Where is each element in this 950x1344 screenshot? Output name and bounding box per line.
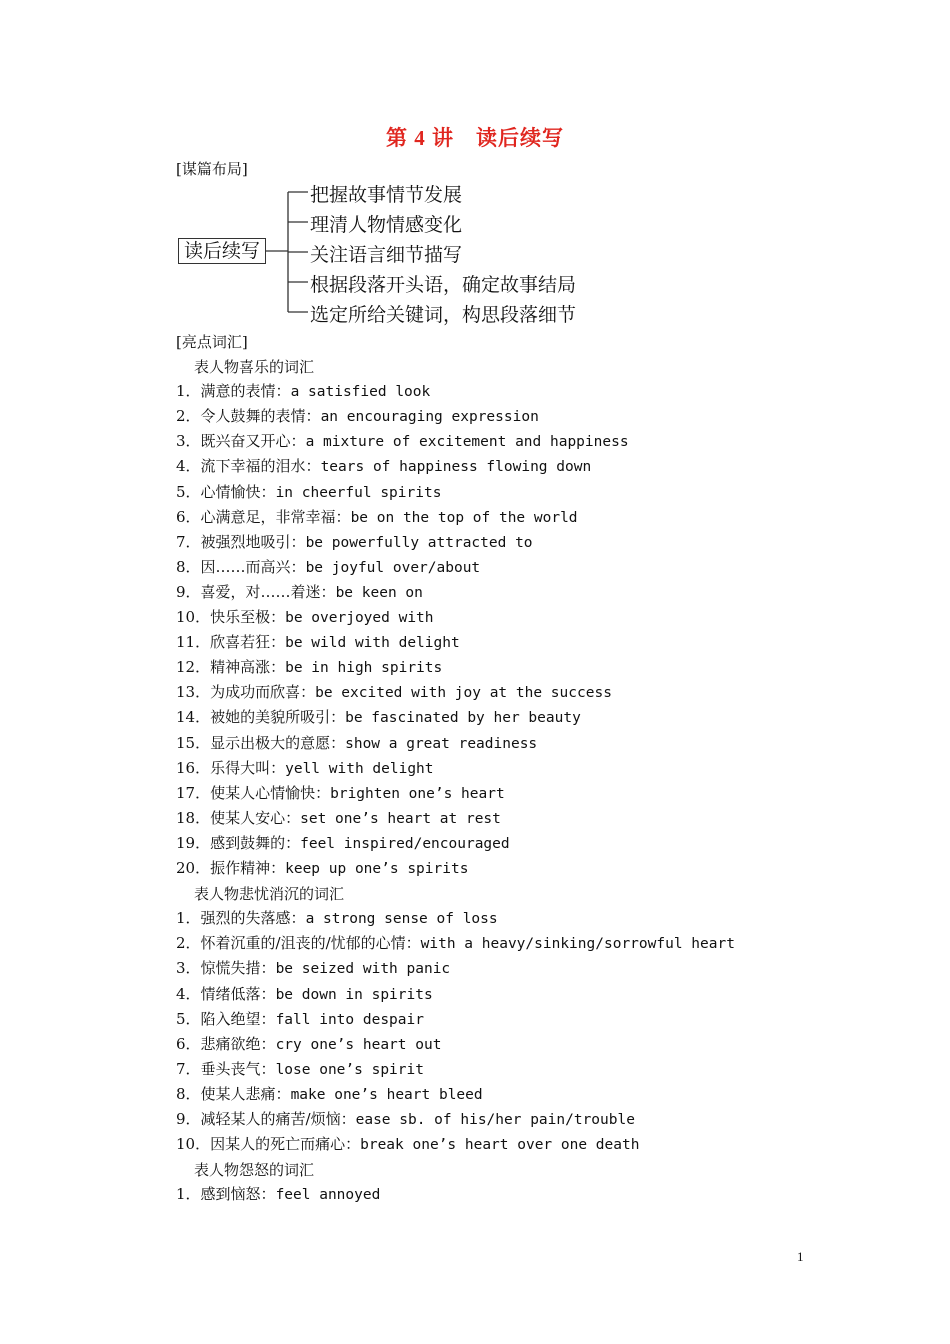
vocab-item-english: set one’s heart at rest [300, 810, 501, 827]
vocab-item [176, 1109, 635, 1130]
vocab-item-chinese: 因某人的死亡而痛心： [210, 1135, 361, 1154]
vocab-item-english: be on the top of the world [350, 509, 578, 526]
vocab-item-number: 11． [176, 633, 211, 652]
vocab-item-english: lose one’s spirit [275, 1061, 424, 1078]
vocab-item [176, 1184, 380, 1205]
vocab-item-number: 1． [176, 909, 201, 928]
vocab-item [176, 833, 510, 854]
vocab-item-chinese: 因……而高兴： [200, 557, 306, 576]
vocab-item [176, 1009, 424, 1030]
vocab-item [176, 507, 578, 528]
vocab-item-english: be excited with joy at the success [315, 685, 612, 702]
vocab-item-english: fall into despair [275, 1011, 424, 1028]
vocab-item-number: 20． [176, 859, 211, 877]
vocab-item-english: be overjoyed with [285, 610, 434, 626]
vocab-item-chinese: 既兴奋又开心： [200, 432, 306, 451]
vocab-item-chinese: 为成功而欣喜： [210, 683, 316, 702]
vocab-item [176, 1134, 639, 1155]
vocab-item-number: 3． [176, 959, 201, 978]
vocab-item-chinese: 使某人悲痛： [200, 1084, 291, 1103]
diagram-center-node: 读后续写 [178, 238, 266, 264]
vocab-item-number: 2． [176, 407, 201, 426]
vocab-item-chinese: 情绪低落： [200, 984, 276, 1003]
vocab-item [176, 707, 581, 728]
vocab-item-number: 18． [176, 808, 211, 827]
vocab-item-number: 19． [176, 833, 211, 852]
structure-diagram [176, 178, 616, 326]
vocab-item-number: 12． [176, 658, 211, 677]
vocab-item-english: yell with delight [285, 760, 434, 777]
vocab-item-number: 2． [176, 934, 201, 953]
vocab-item-chinese: 陷入绝望： [200, 1009, 276, 1028]
vocab-item-chinese: 强烈的失落感： [200, 909, 306, 928]
vocab-item-english: keep up one’s spirits [285, 861, 469, 877]
vocab-group-heading: 表人物喜乐的词汇 [194, 358, 315, 376]
vocab-item-english: cry one’s heart out [275, 1036, 442, 1053]
vocab-item-chinese: 被强烈地吸引： [200, 532, 306, 551]
diagram-branch: 根据段落开头语，确定故事结局 [310, 274, 577, 296]
vocab-item-number: 5． [176, 482, 201, 501]
vocab-item-chinese: 感到恼怒： [200, 1185, 276, 1204]
vocab-item-english: brighten one’s heart [330, 785, 505, 802]
vocab-item [176, 632, 460, 653]
vocab-item-english: be wild with delight [285, 635, 460, 652]
vocab-item-number: 16． [176, 758, 211, 777]
vocab-item [176, 984, 433, 1005]
diagram-branch: 理清人物情感变化 [310, 214, 463, 236]
vocab-item-number: 7． [176, 1059, 201, 1078]
vocab-item-chinese: 令人鼓舞的表情： [200, 407, 321, 426]
vocab-item-english: be fascinated by her beauty [345, 710, 581, 727]
vocab-item-english: an encouraging expression [320, 409, 539, 426]
vocab-item [176, 682, 612, 703]
vocab-item-english: tears of happiness flowing down [320, 459, 592, 476]
layout-section-label: [谋篇布局] [176, 160, 248, 178]
vocab-item-chinese: 乐得大叫： [210, 758, 286, 777]
vocab-item-english: with a heavy/sinking/sorrowful heart [420, 936, 735, 953]
diagram-branch: 关注语言细节描写 [310, 244, 463, 266]
vocab-item-chinese: 精神高涨： [210, 658, 286, 677]
vocab-item [176, 958, 450, 979]
vocab-item-english: be joyful over/about [305, 559, 481, 576]
vocab-item [176, 582, 423, 603]
vocab-item-number: 8． [176, 557, 201, 576]
vocab-group-heading: 表人物悲忧消沉的词汇 [194, 885, 345, 904]
vocab-item-english: ease sb. of his/her pain/trouble [355, 1112, 635, 1128]
vocab-item-chinese: 垂头丧气： [200, 1059, 276, 1078]
vocab-item [176, 607, 434, 628]
vocab-item-english: a mixture of excitement and happiness [305, 434, 629, 451]
vocab-item [176, 1059, 424, 1080]
vocab-item [176, 758, 434, 779]
vocab-item-number: 5． [176, 1009, 201, 1028]
vocab-item-english: be seized with panic [275, 961, 451, 978]
vocab-item-number: 7． [176, 532, 201, 551]
vocab-item [176, 933, 735, 954]
vocab-item-chinese: 欣喜若狂： [210, 633, 286, 652]
vocab-item [176, 1084, 483, 1105]
vocab-item-english: be in high spirits [285, 660, 443, 677]
vocab-item-number: 8． [176, 1084, 201, 1103]
vocab-item-english: a satisfied look [290, 384, 431, 401]
vocab-item-chinese: 心满意足，非常幸福： [200, 507, 351, 526]
vocab-item-chinese: 流下幸福的泪水： [200, 457, 321, 476]
vocab-item [176, 557, 480, 578]
vocab-item-number: 6． [176, 1034, 201, 1053]
vocab-item-chinese: 显示出极大的意愿： [210, 733, 346, 752]
vocab-item [176, 431, 629, 452]
page-number: 1 [797, 1249, 804, 1264]
vocab-item-english: a strong sense of loss [305, 911, 498, 928]
vocab-item-number: 13． [176, 683, 211, 702]
vocab-item-chinese: 心情愉快： [200, 482, 276, 501]
vocab-item-chinese: 振作精神： [210, 859, 286, 877]
vocab-item-number: 6． [176, 507, 201, 526]
vocab-item-english: be keen on [335, 584, 423, 601]
vocab-item-number: 9． [176, 582, 201, 601]
page-title: 第 4 讲 读后续写 [386, 126, 564, 150]
vocab-item-english: be down in spirits [275, 986, 433, 1003]
vocab-item [176, 657, 442, 678]
vocab-item-number: 1． [176, 382, 201, 401]
vocab-item-number: 4． [176, 984, 201, 1003]
vocab-item-chinese: 感到鼓舞的： [210, 833, 301, 852]
vocab-item-chinese: 喜爱，对……着迷： [200, 582, 336, 601]
vocab-item-chinese: 满意的表情： [200, 382, 291, 401]
vocab-item-chinese: 减轻某人的痛苦/烦恼： [200, 1110, 356, 1128]
vocab-item-chinese: 快乐至极： [210, 608, 286, 626]
diagram-branch: 把握故事情节发展 [310, 184, 463, 206]
vocab-item-chinese: 怀着沉重的/沮丧的/忧郁的心情： [200, 934, 421, 953]
vocab-item [176, 406, 539, 427]
vocab-item [176, 808, 501, 829]
vocab-section-label: [亮点词汇] [176, 333, 248, 351]
vocab-item [176, 482, 441, 503]
vocab-item [176, 456, 591, 477]
vocab-item [176, 381, 430, 402]
vocab-item-english: make one’s heart bleed [290, 1086, 483, 1103]
vocab-item-chinese: 使某人心情愉快： [210, 783, 331, 802]
vocab-item [176, 1034, 441, 1055]
vocab-item-number: 14． [176, 708, 211, 727]
vocab-item-english: show a great readiness [345, 735, 538, 752]
vocab-item [176, 908, 498, 929]
vocab-item-number: 10． [176, 608, 211, 626]
vocab-item-chinese: 被她的美貌所吸引： [210, 708, 346, 727]
vocab-item-english: feel annoyed [275, 1187, 381, 1204]
vocab-group-heading: 表人物怨怒的词汇 [194, 1161, 315, 1180]
vocab-item-number: 3． [176, 432, 201, 451]
vocab-item-english: be powerfully attracted to [305, 534, 533, 551]
vocab-item-chinese: 惊慌失措： [200, 959, 276, 978]
vocab-item-number: 15． [176, 733, 211, 752]
vocab-item [176, 858, 468, 879]
vocab-item [176, 733, 537, 754]
vocab-item-chinese: 悲痛欲绝： [200, 1034, 276, 1053]
vocab-item-number: 10． [176, 1135, 211, 1154]
vocab-item [176, 532, 533, 553]
vocab-item-english: feel inspired/encouraged [300, 835, 510, 852]
vocab-item-number: 1． [176, 1185, 201, 1204]
vocab-item-number: 17． [176, 783, 211, 802]
vocab-item [176, 783, 505, 804]
diagram-branch: 选定所给关键词，构思段落细节 [310, 304, 577, 326]
vocab-item-chinese: 使某人安心： [210, 808, 301, 827]
vocab-item-english: in cheerful spirits [275, 484, 442, 501]
vocab-item-number: 9． [176, 1110, 201, 1128]
vocab-item-number: 4． [176, 457, 201, 476]
vocab-item-english: break one’s heart over one death [360, 1137, 640, 1154]
